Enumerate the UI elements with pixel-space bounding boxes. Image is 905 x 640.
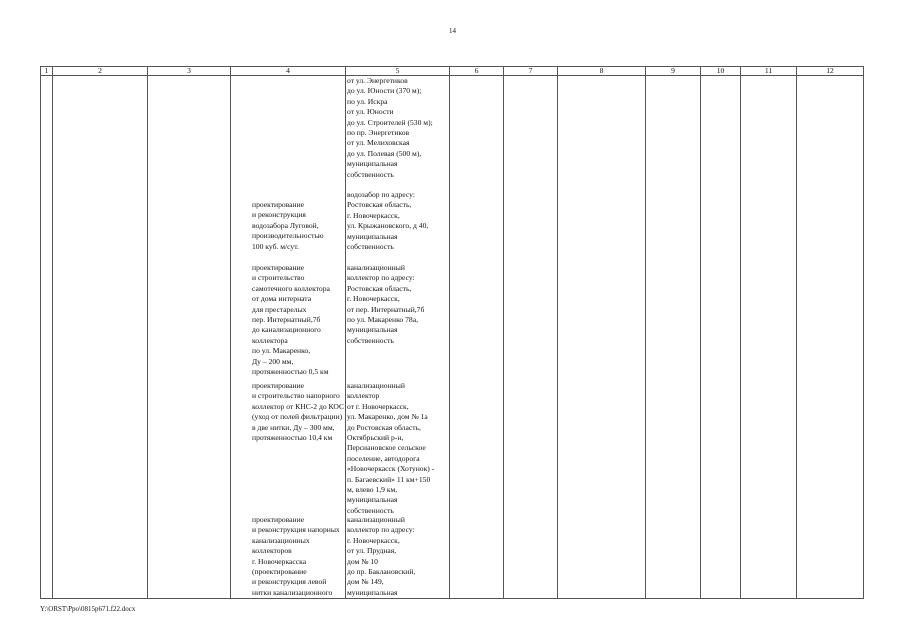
column-number: 9 xyxy=(646,67,701,76)
cell-col-8 xyxy=(558,76,646,599)
column-number: 6 xyxy=(450,67,504,76)
location-text: канализационный коллектор от г. Новочеркасск, ул. Макаренко, дом № 1а до Ростовская область, Октябрьский р-н, Персиановское сельское поселение, автодорога «Новочеркасск (Хотунок) - п. Багаевский» 11 км+150 м, влево 1,9 км, муниципальная собственность xyxy=(347,381,435,515)
column-number: 3 xyxy=(148,67,231,76)
column-number: 11 xyxy=(741,67,797,76)
cell-col-2 xyxy=(53,76,148,599)
column-number: 2 xyxy=(53,67,148,76)
column-number: 8 xyxy=(558,67,646,76)
column-number: 5 xyxy=(346,67,450,76)
cell-col-7 xyxy=(504,76,558,599)
activity-text: проектирование и строительство самотечного коллектора от дома интерната для престарелых пер. Интернатный,7б до канализационного коллектора по ул. Макаренко, Ду – 200 мм, протяженностью 0,5 км xyxy=(252,263,330,377)
table-row xyxy=(41,76,864,599)
column-number: 10 xyxy=(701,67,741,76)
location-text: канализационный коллектор по адресу: Ростовская область, г. Новочеркасск, от пер. Интернатный,7б по ул. Макаренко 78а, муниципальная собственность xyxy=(347,263,425,345)
cell-col-5-locations xyxy=(346,76,450,599)
cell-col-10 xyxy=(701,76,741,599)
activity-text: проектирование и реконструкция напорных канализационных коллекторов г. Новочеркасска (проектирование и реконструкция левой нитки канализационного xyxy=(252,515,340,597)
cell-col-6 xyxy=(450,76,504,599)
cell-col-9 xyxy=(646,76,701,599)
column-number: 12 xyxy=(797,67,864,76)
activity-text: проектирование и реконструкция водозабора Луговой, производительностью 100 куб. м/сут. xyxy=(252,200,324,251)
cell-col-4-activities xyxy=(231,76,346,599)
column-number: 1 xyxy=(41,67,53,76)
footer-file-path: Y:\ORST\Ppo\0815p671.f22.docx xyxy=(40,605,136,613)
page-number: 14 xyxy=(449,27,456,35)
cell-col-3 xyxy=(148,76,231,599)
activity-text: проектирование и строительство напорного коллектор от КНС-2 до КОС (уход от полей фильтрации) в две нитки, Ду – 300 мм, протяженностью 10,4 км xyxy=(252,381,345,443)
column-number: 7 xyxy=(504,67,558,76)
data-table xyxy=(40,66,864,599)
column-number-row xyxy=(41,67,864,76)
cell-col-12 xyxy=(797,76,864,599)
activity-text xyxy=(231,76,345,200)
cell-col-11 xyxy=(741,76,797,599)
column-number: 4 xyxy=(231,67,346,76)
location-text: от ул. Энергетиков до ул. Юности (370 м); по ул. Искра от ул. Юности до ул. Строителей (530 м); по пр. Энергетиков от ул. Мелиховская до ул. Полевая (500 м), муниципальная собственность xyxy=(347,76,433,179)
location-text: канализационный коллектор по адресу: г. Новочеркасск, от ул. Прудная, дом № 10 до пр. Баклановский, дом № 149, муниципальная xyxy=(347,515,416,597)
location-text: водозабор по адресу: Ростовская область, г. Новочеркасск, ул. Крыжановского, д 40, муниципальная собственность xyxy=(347,190,429,252)
cell-col-1 xyxy=(41,76,53,599)
